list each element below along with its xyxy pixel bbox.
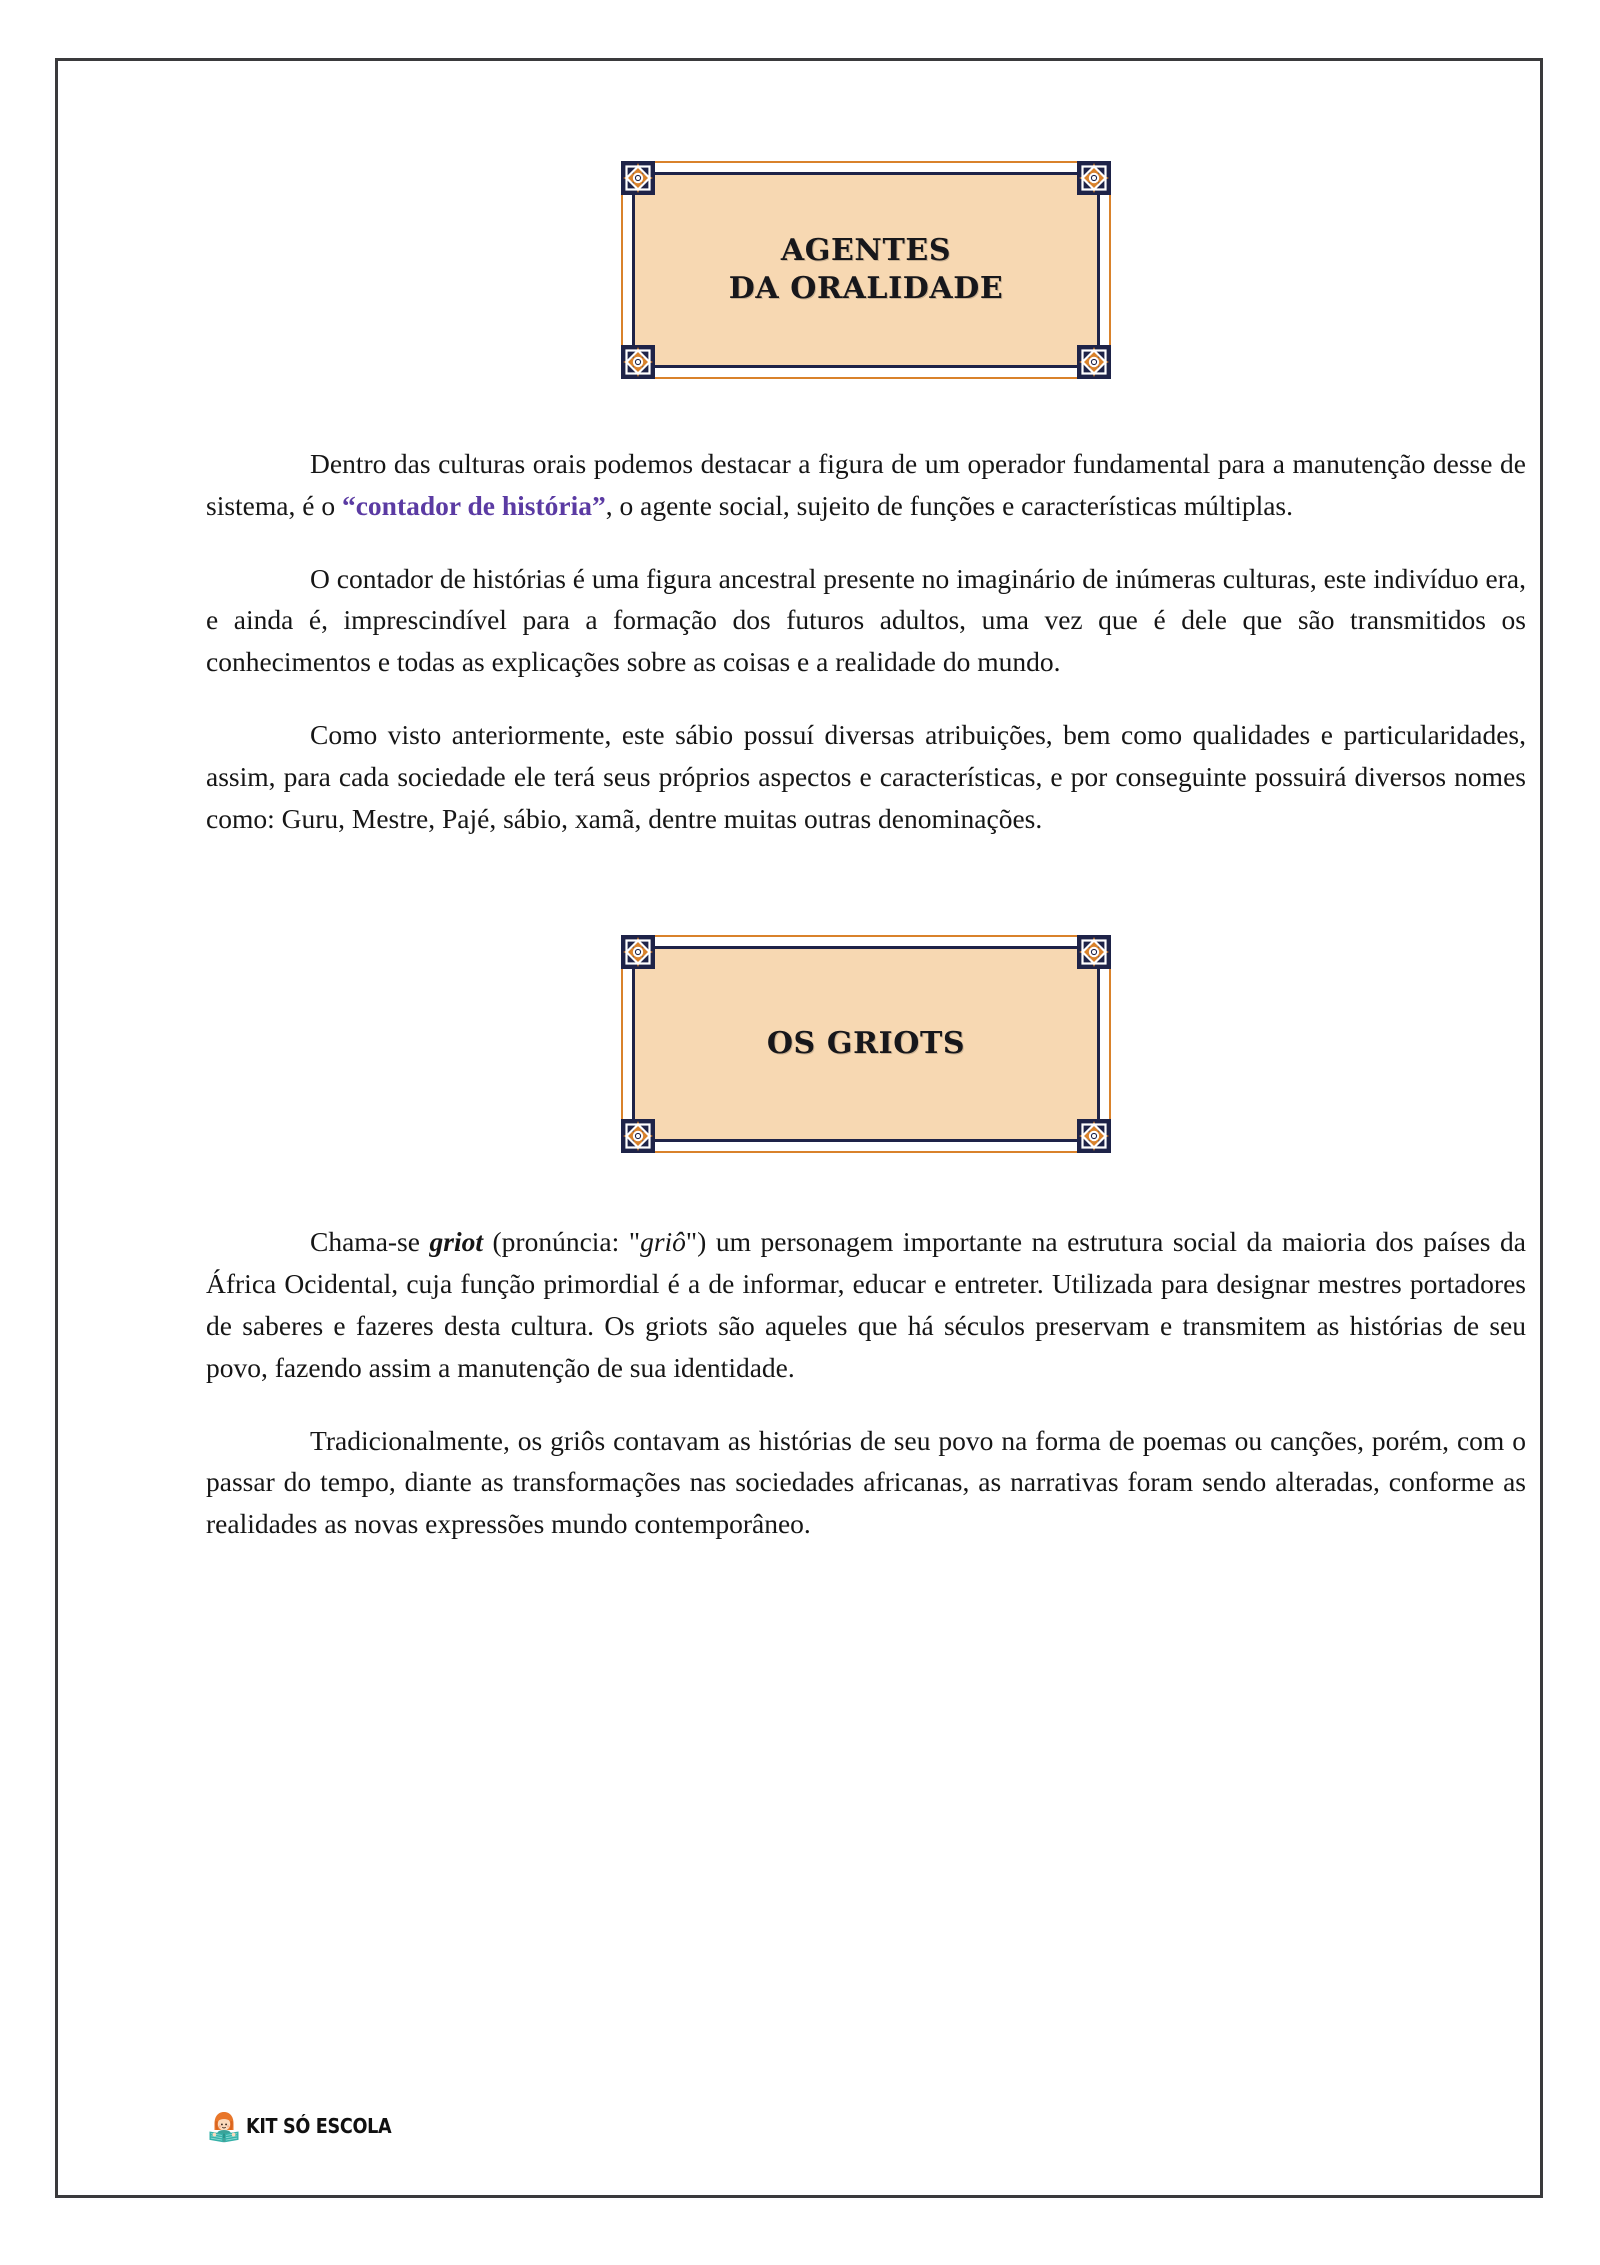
banner-agentes-da-oralidade <box>621 161 1111 379</box>
banner-title-agentes-da-oralidade <box>715 232 1018 309</box>
paragraph-5: Tradicionalmente, os griôs contavam as histórias de seu povo na forma de poemas ou canções, porém, com o passar do tempo, diante as transformações nas sociedades africanas, as narrativas foram sendo alteradas, conforme as realidades as novas expressões mundo contemporâneo. <box>206 1424 1526 1540</box>
paragraph-3: Como visto anteriormente, este sábio possuí diversas atribuições, bem como qualidades e particularidades, assim, para cada sociedade ele terá seus próprios aspectos e características, e por conseguinte possuirá diversos nomes como: Guru, Mestre, Pajé, sábio, xamã, dentre muitas outras denominações. <box>206 718 1526 834</box>
paragraph-4 <box>206 1221 1526 1388</box>
banner-title-os-griots: OS GRIOTS <box>766 1026 966 1062</box>
star-medallion-corner-ornament-bottom-right <box>1077 1119 1111 1153</box>
banner-inner-panel <box>632 172 1100 368</box>
star-medallion-corner-ornament-top-right <box>1077 935 1111 969</box>
star-medallion-corner-ornament-top-right <box>1077 161 1111 195</box>
star-medallion-corner-ornament-top-left <box>621 935 655 969</box>
star-medallion-corner-ornament-bottom-right <box>1077 345 1111 379</box>
paragraph-4-mid2: ") <box>685 1226 716 1258</box>
star-medallion-corner-ornament-bottom-left <box>621 1119 655 1153</box>
footer-brand-logo <box>206 2108 415 2144</box>
spacer <box>206 839 1526 935</box>
spacer <box>206 379 1526 443</box>
paragraph-1 <box>206 443 1526 527</box>
banner-title-line-2: DA ORALIDADE <box>728 271 1004 306</box>
term-griot: griot <box>429 1226 483 1258</box>
paragraph-1-part-b: , o agente social, sujeito de funções e características múltiplas. <box>605 489 1294 521</box>
paragraph-4-mid: (pronúncia: " <box>482 1226 641 1258</box>
page-border-frame <box>55 58 1543 2198</box>
banner-title-line-1: AGENTES <box>780 232 952 268</box>
child-reading-book-icon <box>206 2108 242 2144</box>
highlighted-term-contador-de-historia: “contador de história” <box>341 489 606 521</box>
banner-inner-panel <box>632 946 1100 1142</box>
paragraph-1-part-a: Dentro das culturas orais podemos destacar a figura de um operador fundamental para a manutenção desse de sistema, é o <box>206 448 1526 521</box>
paragraph-4-rest: um personagem importante na estrutura social da maioria dos países da África Ocidental, cuja função primordial é a de informar, educar e entreter. Utilizada para designar mestres portadores de saberes e fazeres desta cultura. Os griots são aqueles que há séculos preservam e transmitem as histórias de seu povo, fazendo assim a manutenção de sua identidade. <box>206 1226 1527 1383</box>
paragraph-4-lead: Chama-se <box>310 1226 430 1258</box>
footer-logo-text: KIT SÓ ESCOLA <box>246 2114 392 2138</box>
paragraph-2: O contador de histórias é uma figura ancestral presente no imaginário de inúmeras culturas, este indivíduo era, e ainda é, imprescindível para a formação dos futuros adultos, uma vez que é dele que são transmitidos os conhecimentos e todas as explicações sobre as coisas e a realidade do mundo. <box>206 562 1526 678</box>
star-medallion-corner-ornament-bottom-left <box>621 345 655 379</box>
banner-os-griots <box>621 935 1111 1153</box>
star-medallion-corner-ornament-top-left <box>621 161 655 195</box>
pronunciation-grio: griô <box>640 1226 686 1258</box>
document-content <box>206 161 1526 1545</box>
spacer <box>206 1153 1526 1221</box>
